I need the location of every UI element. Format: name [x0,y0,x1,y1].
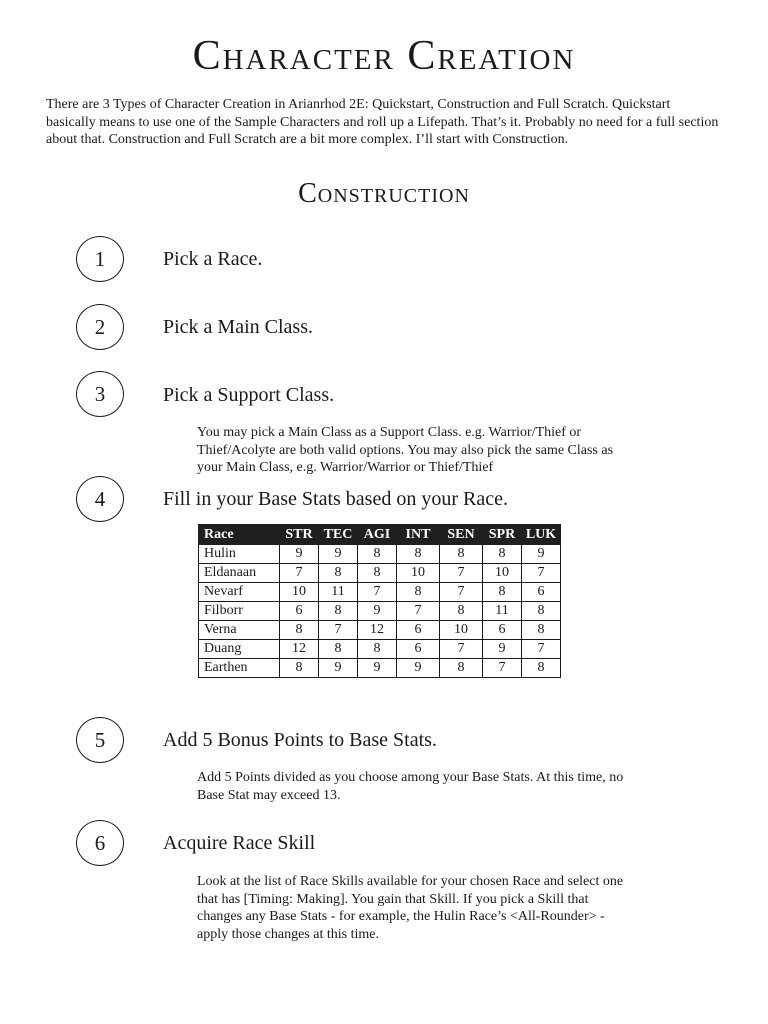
cell-spr: 10 [483,564,522,583]
cell-sen: 8 [440,545,483,564]
header-spr: SPR [483,525,522,545]
cell-luk: 8 [522,659,561,678]
cell-spr: 7 [483,659,522,678]
cell-luk: 6 [522,583,561,602]
section-title: Construction [298,178,470,209]
cell-agi: 9 [358,602,397,621]
cell-int: 8 [397,545,440,564]
cell-tec: 8 [319,640,358,659]
cell-race: Duang [199,640,280,659]
cell-tec: 7 [319,621,358,640]
step-6-description: Look at the list of Race Skills available for your chosen Race and select one that has [Timing: Making]. You gain that Skill. If you pick a Skill that changes any Base Stats - for example, the Hulin Race’s <All-Rounder> - apply those changes at this time. [197,874,624,942]
header-tec: TEC [319,525,358,545]
cell-str: 8 [280,621,319,640]
cell-spr: 11 [483,602,522,621]
cell-race: Earthen [199,659,280,678]
table-row [199,602,561,621]
cell-str: 8 [280,659,319,678]
table-row [199,640,561,659]
cell-sen: 10 [440,621,483,640]
step-1-number: 1 [76,236,124,282]
cell-agi: 9 [358,659,397,678]
step-6-title: Acquire Race Skill [163,832,316,854]
base-stats-table [198,524,561,678]
cell-luk: 7 [522,564,561,583]
cell-tec: 8 [319,602,358,621]
header-str: STR [280,525,319,545]
table-row [199,583,561,602]
intro-paragraph: There are 3 Types of Character Creation in Arianrhod 2E: Quickstart, Construction and Full Scratch. Quickstart basically means to use one of the Sample Characters and roll up a Lifepath. That’s it. Probably no need for a full section about that. Construction and Full Scratch are a bit more complex. I’ll start with Construction. [46,97,719,147]
table-row [199,564,561,583]
step-5-description: Add 5 Points divided as you choose among your Base Stats. At this time, no Base Stat may exceed 13. [197,770,624,803]
cell-int: 10 [397,564,440,583]
page-title: Character Creation [192,33,576,79]
cell-spr: 8 [483,545,522,564]
cell-tec: 9 [319,545,358,564]
cell-agi: 8 [358,640,397,659]
table-row [199,659,561,678]
step-3-title: Pick a Support Class. [163,384,335,406]
cell-agi: 8 [358,545,397,564]
cell-luk: 8 [522,602,561,621]
cell-int: 8 [397,583,440,602]
step-4-number: 4 [76,476,124,522]
header-race: Race [199,525,280,545]
cell-str: 6 [280,602,319,621]
cell-race: Verna [199,621,280,640]
cell-tec: 9 [319,659,358,678]
cell-sen: 7 [440,564,483,583]
table-row [199,621,561,640]
cell-int: 7 [397,602,440,621]
step-5-title: Add 5 Bonus Points to Base Stats. [163,729,437,751]
cell-sen: 8 [440,659,483,678]
cell-race: Filborr [199,602,280,621]
cell-luk: 9 [522,545,561,564]
cell-agi: 7 [358,583,397,602]
cell-sen: 7 [440,583,483,602]
cell-tec: 11 [319,583,358,602]
cell-agi: 8 [358,564,397,583]
cell-spr: 8 [483,583,522,602]
cell-tec: 8 [319,564,358,583]
cell-str: 10 [280,583,319,602]
step-1-title: Pick a Race. [163,248,263,270]
cell-str: 9 [280,545,319,564]
cell-race: Eldanaan [199,564,280,583]
step-5-number: 5 [76,717,124,763]
cell-str: 12 [280,640,319,659]
cell-agi: 12 [358,621,397,640]
cell-sen: 7 [440,640,483,659]
cell-spr: 9 [483,640,522,659]
cell-int: 9 [397,659,440,678]
header-luk: LUK [522,525,561,545]
step-4-title: Fill in your Base Stats based on your Race. [163,488,508,510]
cell-str: 7 [280,564,319,583]
header-agi: AGI [358,525,397,545]
step-3-number: 3 [76,371,124,417]
cell-sen: 8 [440,602,483,621]
cell-race: Hulin [199,545,280,564]
header-int: INT [397,525,440,545]
cell-luk: 8 [522,621,561,640]
cell-spr: 6 [483,621,522,640]
step-2-title: Pick a Main Class. [163,316,313,338]
cell-luk: 7 [522,640,561,659]
table-header-row [199,525,561,545]
table-row [199,545,561,564]
header-sen: SEN [440,525,483,545]
cell-int: 6 [397,621,440,640]
cell-race: Nevarf [199,583,280,602]
step-6-number: 6 [76,820,124,866]
cell-int: 6 [397,640,440,659]
step-2-number: 2 [76,304,124,350]
step-3-description: You may pick a Main Class as a Support Class. e.g. Warrior/Thief or Thief/Acolyte are both valid options. You may also pick the same Class as your Main Class, e.g. Warrior/Warrior or Thief/Thief [197,425,614,475]
